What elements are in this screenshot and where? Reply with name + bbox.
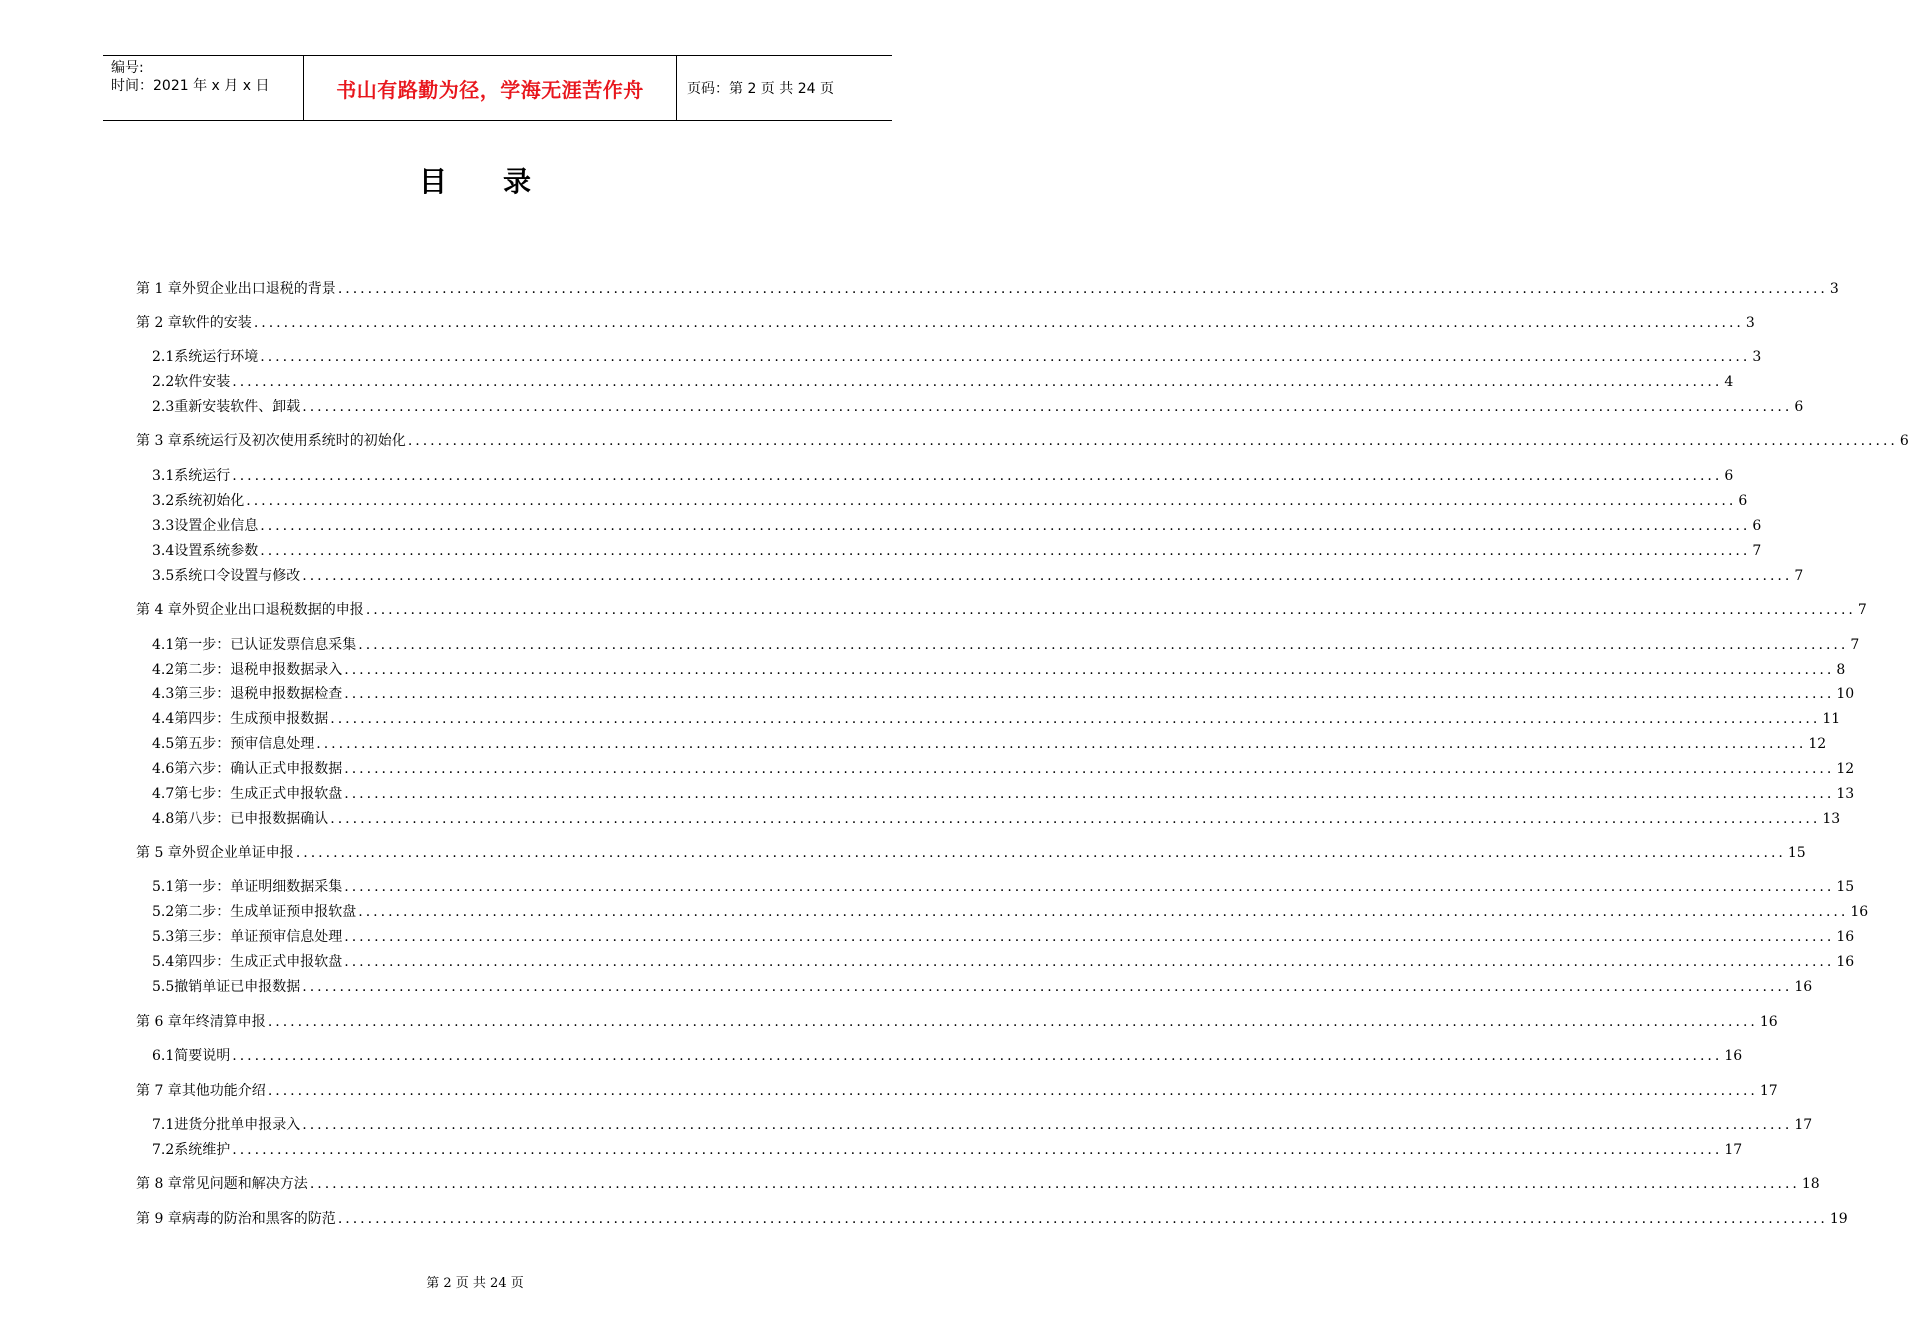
toc-leader-dots: ........................................................................................................................................................................................................ xyxy=(253,315,1744,331)
toc-entry[interactable] xyxy=(152,809,1841,829)
toc-entry-number: 7.1 xyxy=(152,1117,175,1133)
toc-entry[interactable] xyxy=(152,466,1734,486)
toc-entry-number: 第 9 章 xyxy=(136,1211,182,1227)
toc-entry[interactable] xyxy=(152,877,1855,897)
toc-entry-label: 外贸企业出口退税数据的申报 xyxy=(181,602,364,618)
toc-leader-dots: ........................................................................................................................................................................................................ xyxy=(302,399,1793,415)
document-time-label: 时间：2021 年 x 月 x 日 xyxy=(111,78,270,94)
toc-entry-page: 7 xyxy=(1794,568,1804,584)
toc-entry-page: 12 xyxy=(1836,761,1855,777)
toc-entry-label: 软件安装 xyxy=(174,374,231,390)
toc-entry-page: 18 xyxy=(1801,1176,1820,1192)
toc-leader-dots: ........................................................................................................................................................................................................ xyxy=(344,662,1835,678)
toc-entry[interactable] xyxy=(136,313,1755,333)
toc-entry[interactable] xyxy=(152,927,1855,947)
toc-entry[interactable] xyxy=(152,491,1748,511)
toc-entry-page: 6 xyxy=(1752,518,1762,534)
toc-entry-label: 常见问题和解决方法 xyxy=(181,1176,308,1192)
toc-leader-dots: ........................................................................................................................................................................................................ xyxy=(260,349,1751,365)
toc-entry-number: 6.1 xyxy=(152,1048,175,1064)
toc-title: 目 录 xyxy=(418,165,531,198)
toc-entry-label: 重新安装软件、卸载 xyxy=(174,399,301,415)
toc-entry-number: 4.8 xyxy=(152,811,175,827)
toc-entry-label: 第五步：预审信息处理 xyxy=(174,736,315,752)
toc-entry-page: 16 xyxy=(1850,904,1869,920)
toc-entry-label: 系统运行及初次使用系统时的初始化 xyxy=(181,433,406,449)
toc-entry-number: 3.5 xyxy=(152,568,175,584)
toc-entry-page: 6 xyxy=(1899,433,1909,449)
toc-leader-dots: ........................................................................................................................................................................................................ xyxy=(344,954,1835,970)
toc-entry[interactable] xyxy=(152,734,1827,754)
toc-entry-page: 17 xyxy=(1724,1142,1743,1158)
toc-entry-page: 19 xyxy=(1829,1211,1848,1227)
toc-leader-dots: ........................................................................................................................................................................................................ xyxy=(302,1117,1793,1133)
toc-entry-number: 4.5 xyxy=(152,736,175,752)
toc-entry-page: 6 xyxy=(1794,399,1804,415)
toc-entry[interactable] xyxy=(136,1209,1848,1229)
toc-entry[interactable] xyxy=(152,635,1860,655)
toc-entry[interactable] xyxy=(152,541,1762,561)
toc-entry-label: 年终清算申报 xyxy=(181,1014,266,1030)
toc-entry-page: 3 xyxy=(1745,315,1755,331)
toc-entry-label: 第三步：单证预审信息处理 xyxy=(174,929,343,945)
toc-entry-number: 第 5 章 xyxy=(136,845,182,861)
toc-entry-page: 12 xyxy=(1808,736,1827,752)
toc-leader-dots: ........................................................................................................................................................................................................ xyxy=(309,1176,1800,1192)
toc-entry-label: 简要说明 xyxy=(174,1048,231,1064)
toc-entry[interactable] xyxy=(136,600,1867,620)
toc-entry-number: 2.3 xyxy=(152,399,175,415)
toc-entry-page: 16 xyxy=(1759,1014,1778,1030)
toc-entry[interactable] xyxy=(152,684,1855,704)
toc-leader-dots: ........................................................................................................................................................................................................ xyxy=(330,811,1821,827)
toc-entry-page: 6 xyxy=(1738,493,1748,509)
toc-entry-page: 3 xyxy=(1752,349,1762,365)
toc-entry-page: 16 xyxy=(1836,954,1855,970)
toc-entry-page: 8 xyxy=(1836,662,1846,678)
toc-leader-dots: ........................................................................................................................................................................................................ xyxy=(267,1014,1758,1030)
toc-entry-number: 第 6 章 xyxy=(136,1014,182,1030)
toc-entry[interactable] xyxy=(152,660,1846,680)
toc-entry-page: 17 xyxy=(1759,1083,1778,1099)
toc-entry-number: 4.1 xyxy=(152,637,175,653)
document-number-label: 编号: xyxy=(111,60,144,76)
toc-entry-label: 系统运行环境 xyxy=(174,349,259,365)
toc-entry-label: 第六步：确认正式申报数据 xyxy=(174,761,343,777)
toc-entry-page: 11 xyxy=(1822,711,1841,727)
toc-entry-label: 设置企业信息 xyxy=(174,518,259,534)
toc-leader-dots: ........................................................................................................................................................................................................ xyxy=(344,879,1835,895)
toc-entry-page: 7 xyxy=(1850,637,1860,653)
toc-entry-number: 4.7 xyxy=(152,786,175,802)
toc-leader-dots: ........................................................................................................................................................................................................ xyxy=(344,786,1835,802)
toc-leader-dots: ........................................................................................................................................................................................................ xyxy=(407,433,1898,449)
toc-entry-label: 系统初始化 xyxy=(174,493,245,509)
toc-entry-label: 第二步：退税申报数据录入 xyxy=(174,662,343,678)
toc-entry-page: 7 xyxy=(1752,543,1762,559)
toc-entry-label: 第三步：退税申报数据检查 xyxy=(174,686,343,702)
toc-entry-number: 4.6 xyxy=(152,761,175,777)
toc-entry-page: 15 xyxy=(1787,845,1806,861)
toc-entry-number: 第 8 章 xyxy=(136,1176,182,1192)
toc-entry-label: 外贸企业单证申报 xyxy=(181,845,294,861)
toc-entry[interactable] xyxy=(152,397,1804,417)
toc-entry[interactable] xyxy=(152,759,1855,779)
toc-entry-page: 13 xyxy=(1822,811,1841,827)
toc-entry[interactable] xyxy=(136,1081,1778,1101)
toc-entry-number: 2.2 xyxy=(152,374,175,390)
toc-entry[interactable] xyxy=(152,566,1804,586)
toc-entry-label: 进货分批单申报录入 xyxy=(174,1117,301,1133)
toc-entry[interactable] xyxy=(136,1012,1778,1032)
toc-leader-dots: ........................................................................................................................................................................................................ xyxy=(330,711,1821,727)
page-footer: 第 2 页 共 24 页 xyxy=(426,1276,524,1291)
toc-leader-dots: ........................................................................................................................................................................................................ xyxy=(358,637,1849,653)
toc-entry[interactable] xyxy=(152,1140,1743,1160)
toc-entry-label: 第四步：生成预申报数据 xyxy=(174,711,329,727)
toc-entry-page: 10 xyxy=(1836,686,1855,702)
toc-entry-label: 设置系统参数 xyxy=(174,543,259,559)
toc-leader-dots: ........................................................................................................................................................................................................ xyxy=(232,1048,1723,1064)
toc-entry-number: 5.5 xyxy=(152,979,175,995)
toc-entry[interactable] xyxy=(152,1115,1813,1135)
toc-leader-dots: ........................................................................................................................................................................................................ xyxy=(232,374,1723,390)
toc-entry[interactable] xyxy=(136,279,1839,299)
toc-entry[interactable] xyxy=(152,372,1734,392)
toc-entry-label: 系统运行 xyxy=(174,468,231,484)
toc-entry-page: 16 xyxy=(1794,979,1813,995)
toc-entry-number: 5.2 xyxy=(152,904,175,920)
toc-entry-number: 3.1 xyxy=(152,468,175,484)
toc-entry-label: 病毒的防治和黑客的防范 xyxy=(181,1211,336,1227)
toc-entry-page: 3 xyxy=(1829,281,1839,297)
toc-leader-dots: ........................................................................................................................................................................................................ xyxy=(337,1211,1828,1227)
toc-entry[interactable] xyxy=(152,977,1813,997)
toc-entry-page: 15 xyxy=(1836,879,1855,895)
header-motto: 书山有路勤为径，学海无涯苦作舟 xyxy=(304,56,677,120)
toc-entry-number: 第 1 章 xyxy=(136,281,182,297)
toc-entry-number: 第 2 章 xyxy=(136,315,182,331)
toc-leader-dots: ........................................................................................................................................................................................................ xyxy=(344,929,1835,945)
toc-leader-dots: ........................................................................................................................................................................................................ xyxy=(365,602,1856,618)
toc-leader-dots: ........................................................................................................................................................................................................ xyxy=(267,1083,1758,1099)
toc-leader-dots: ........................................................................................................................................................................................................ xyxy=(302,568,1793,584)
toc-leader-dots: ........................................................................................................................................................................................................ xyxy=(344,761,1835,777)
toc-leader-dots: ........................................................................................................................................................................................................ xyxy=(358,904,1849,920)
toc-leader-dots: ........................................................................................................................................................................................................ xyxy=(344,686,1835,702)
toc-entry-number: 4.2 xyxy=(152,662,175,678)
toc-entry-page: 13 xyxy=(1836,786,1855,802)
toc-leader-dots: ........................................................................................................................................................................................................ xyxy=(302,979,1793,995)
header-page-info: 页码：第 2 页 共 24 页 xyxy=(687,81,834,97)
toc-entry[interactable] xyxy=(152,1046,1743,1066)
toc-entry-label: 第一步：单证明细数据采集 xyxy=(174,879,343,895)
toc-entry-page: 4 xyxy=(1724,374,1734,390)
toc-entry-number: 3.3 xyxy=(152,518,175,534)
toc-entry-number: 7.2 xyxy=(152,1142,175,1158)
toc-leader-dots: ........................................................................................................................................................................................................ xyxy=(260,518,1751,534)
toc-entry-number: 5.3 xyxy=(152,929,175,945)
toc-entry-label: 系统维护 xyxy=(174,1142,231,1158)
toc-entry-number: 5.4 xyxy=(152,954,175,970)
toc-entry-page: 16 xyxy=(1836,929,1855,945)
toc-leader-dots: ........................................................................................................................................................................................................ xyxy=(337,281,1828,297)
toc-entry-page: 16 xyxy=(1724,1048,1743,1064)
toc-entry-number: 第 4 章 xyxy=(136,602,182,618)
toc-entry-label: 第二步：生成单证预申报软盘 xyxy=(174,904,357,920)
toc-entry-page: 17 xyxy=(1794,1117,1813,1133)
toc-entry-label: 软件的安装 xyxy=(181,315,252,331)
toc-entry[interactable] xyxy=(152,902,1869,922)
toc-entry-page: 6 xyxy=(1724,468,1734,484)
toc-entry-label: 系统口令设置与修改 xyxy=(174,568,301,584)
toc-entry-label: 外贸企业出口退税的背景 xyxy=(181,281,336,297)
toc-entry-label: 其他功能介绍 xyxy=(181,1083,266,1099)
toc-entry-number: 第 7 章 xyxy=(136,1083,182,1099)
toc-entry[interactable] xyxy=(152,709,1841,729)
toc-entry-label: 第四步：生成正式申报软盘 xyxy=(174,954,343,970)
toc-entry-page: 7 xyxy=(1857,602,1867,618)
toc-entry[interactable] xyxy=(136,1174,1820,1194)
toc-entry-number: 5.1 xyxy=(152,879,175,895)
toc-leader-dots: ........................................................................................................................................................................................................ xyxy=(295,845,1786,861)
toc-entry-number: 3.2 xyxy=(152,493,175,509)
toc-entry-label: 撤销单证已申报数据 xyxy=(174,979,301,995)
toc-leader-dots: ........................................................................................................................................................................................................ xyxy=(232,1142,1723,1158)
toc-leader-dots: ........................................................................................................................................................................................................ xyxy=(232,468,1723,484)
toc-entry-label: 第一步：已认证发票信息采集 xyxy=(174,637,357,653)
toc-entry[interactable] xyxy=(152,952,1855,972)
toc-entry-number: 2.1 xyxy=(152,349,175,365)
toc-entry-number: 第 3 章 xyxy=(136,433,182,449)
toc-leader-dots: ........................................................................................................................................................................................................ xyxy=(246,493,1737,509)
toc-entry[interactable] xyxy=(152,516,1762,536)
toc-entry[interactable] xyxy=(136,431,1909,451)
toc-entry[interactable] xyxy=(136,843,1806,863)
toc-entry-number: 3.4 xyxy=(152,543,175,559)
toc-entry[interactable] xyxy=(152,347,1762,367)
toc-entry-label: 第七步：生成正式申报软盘 xyxy=(174,786,343,802)
toc-entry-label: 第八步：已申报数据确认 xyxy=(174,811,329,827)
toc-leader-dots: ........................................................................................................................................................................................................ xyxy=(260,543,1751,559)
toc-leader-dots: ........................................................................................................................................................................................................ xyxy=(316,736,1807,752)
toc-entry[interactable] xyxy=(152,784,1855,804)
toc-entry-number: 4.4 xyxy=(152,711,175,727)
toc-entry-number: 4.3 xyxy=(152,686,175,702)
